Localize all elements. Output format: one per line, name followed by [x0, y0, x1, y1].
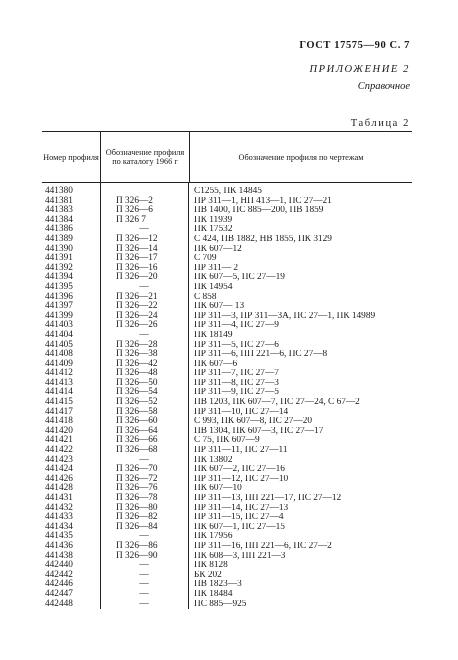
profile-number-cell: 441428	[45, 483, 73, 494]
drawing-designation-cell: ПР 311— 2	[194, 263, 239, 273]
profile-number-cell: 441423	[45, 454, 73, 465]
profile-number-cell: 441397	[45, 301, 73, 312]
catalog-designation-cell: —	[139, 329, 149, 340]
drawing-designation-cell: ПР 311—16, ПП 221—6, ПС 27—2	[194, 541, 332, 551]
table-row	[42, 331, 412, 341]
table-row	[42, 513, 412, 523]
table-row	[42, 552, 412, 562]
catalog-designation-cell: —	[139, 569, 149, 580]
profile-number-cell: 441409	[45, 358, 73, 369]
catalog-designation-cell: П 326—54	[116, 387, 158, 398]
profile-number-cell: 442446	[45, 579, 73, 590]
catalog-designation-cell: П 326—12	[116, 233, 158, 244]
drawing-designation-cell: ПР 311—15, ПС 27—4	[194, 513, 284, 523]
profile-number-cell: 441435	[45, 531, 73, 542]
catalog-designation-cell: П 326—24	[116, 310, 158, 321]
drawing-designation-cell: ПК 18149	[194, 330, 233, 340]
catalog-designation-cell: П 326—22	[116, 301, 158, 312]
table-row	[42, 398, 412, 408]
drawing-designation-cell: С 709	[194, 254, 217, 264]
profile-number-cell: 441408	[45, 349, 73, 360]
drawing-designation-cell: С 424, ПВ 1882, НВ 1855, ПК 3129	[194, 234, 332, 244]
profile-number-cell: 441436	[45, 540, 73, 551]
table-row	[42, 283, 412, 293]
profile-number-cell: 441420	[45, 425, 73, 436]
catalog-designation-cell: П 326—82	[116, 512, 158, 523]
drawing-designation-cell: ПК 607—2, ПС 27—16	[194, 465, 285, 475]
table-row	[42, 561, 412, 571]
drawing-designation-cell: ПК 17956	[194, 532, 233, 542]
catalog-designation-cell: П 326—50	[116, 377, 158, 388]
profile-number-cell: 441386	[45, 224, 73, 235]
profile-number-cell: 441432	[45, 502, 73, 513]
profile-number-cell: 442442	[45, 569, 73, 580]
drawing-designation-cell: ПК 607—6	[194, 359, 238, 369]
catalog-designation-cell: П 326—68	[116, 445, 158, 456]
drawing-designation-cell: ПК 607—12	[194, 244, 242, 254]
table-row	[42, 379, 412, 389]
profile-number-cell: 441422	[45, 445, 73, 456]
table-row	[42, 235, 412, 245]
table-row	[42, 302, 412, 312]
catalog-designation-cell: —	[139, 454, 149, 465]
profile-number-cell: 441383	[45, 205, 73, 216]
table-row	[42, 494, 412, 504]
catalog-designation-cell: П 326—78	[116, 493, 158, 503]
profile-number-cell: 441415	[45, 397, 73, 408]
catalog-designation-cell: П 326—66	[116, 435, 158, 446]
drawing-designation-cell: ПР 311—6, ПП 221—6, ПС 27—8	[194, 350, 328, 360]
profile-number-cell: 441404	[45, 329, 73, 340]
catalog-designation-cell: П 326—14	[116, 243, 158, 254]
drawing-designation-cell: ПК 14954	[194, 282, 233, 292]
profile-number-cell: 441396	[45, 291, 73, 302]
drawing-designation-cell: ПР 311—1, НП 413—1, ПС 27—21	[194, 196, 332, 206]
profile-number-cell: 441424	[45, 464, 73, 475]
profile-number-cell: 441381	[45, 195, 73, 206]
drawing-designation-cell: ПР 311—3, ПР 311—3А, ПС 27—1, ПК 14989	[194, 311, 376, 321]
catalog-designation-cell: П 326—28	[116, 339, 158, 350]
drawing-designation-cell: ПК 607—10	[194, 484, 242, 494]
drawing-designation-cell: ПВ 1203, ПК 607—7, ПС 27—24, С 67—2	[194, 398, 360, 408]
catalog-designation-cell: П 326—17	[116, 253, 158, 264]
table-row	[42, 465, 412, 475]
catalog-designation-cell: П 326—86	[116, 540, 158, 551]
profile-number-cell: 441403	[45, 320, 73, 331]
profile-number-cell: 441405	[45, 339, 73, 350]
table-row	[42, 600, 412, 610]
drawing-designation-cell: ПР 311—7, ПС 27—7	[194, 369, 279, 379]
catalog-designation-cell: П 326—21	[116, 291, 158, 302]
table-row	[42, 408, 412, 418]
profile-number-cell: 441413	[45, 377, 73, 388]
catalog-designation-cell: П 326—48	[116, 368, 158, 379]
profile-number-cell: 441414	[45, 387, 73, 398]
table-row	[42, 571, 412, 581]
catalog-designation-cell: П 326—58	[116, 406, 158, 417]
profile-number-cell: 441434	[45, 521, 73, 532]
table-row	[42, 321, 412, 331]
catalog-designation-cell: П 326—6	[116, 205, 153, 216]
catalog-designation-cell: П 326—38	[116, 349, 158, 360]
drawing-designation-cell: ПК 607—1, ПС 27—15	[194, 522, 285, 532]
catalog-designation-cell: П 326—20	[116, 272, 158, 283]
catalog-designation-cell: —	[139, 224, 149, 235]
table-row	[42, 293, 412, 303]
table-row	[42, 216, 412, 226]
profile-number-cell: 441438	[45, 550, 73, 561]
catalog-designation-cell: П 326—16	[116, 262, 158, 273]
catalog-designation-cell: —	[139, 579, 149, 590]
table-row	[42, 197, 412, 207]
profile-number-cell: 442447	[45, 588, 73, 599]
drawing-designation-cell: ПК 17532	[194, 225, 233, 235]
catalog-designation-cell: П 326—26	[116, 320, 158, 331]
appendix-title: ПРИЛОЖЕНИЕ 2	[309, 64, 410, 75]
table-row	[42, 484, 412, 494]
table-row	[42, 187, 412, 197]
catalog-designation-cell: П 326—90	[116, 550, 158, 561]
drawing-designation-cell: ПК 607— 13	[194, 302, 245, 312]
catalog-designation-cell: П 326—80	[116, 502, 158, 513]
profile-number-cell: 441394	[45, 272, 73, 283]
catalog-designation-cell: П 326 7	[116, 214, 146, 225]
drawing-designation-cell: ПР 311—11, ПС 27—11	[194, 446, 288, 456]
profile-number-cell: 441431	[45, 493, 73, 503]
drawing-designation-cell: С 75, ПК 607—9	[194, 436, 260, 446]
profile-number-cell: 441421	[45, 435, 73, 446]
table-row	[42, 532, 412, 542]
profile-number-cell: 442448	[45, 598, 73, 609]
table-row	[42, 360, 412, 370]
profile-number-cell: 441384	[45, 214, 73, 225]
table-row	[42, 475, 412, 485]
profile-number-cell: 441390	[45, 243, 73, 254]
drawing-designation-cell: ПВ 1823—3	[194, 580, 242, 590]
drawing-designation-cell: ПР 311—9, ПС 27—5	[194, 388, 279, 398]
profile-number-cell: 441392	[45, 262, 73, 273]
table-row	[42, 427, 412, 437]
drawing-designation-cell: С 858	[194, 292, 217, 302]
table-row	[42, 590, 412, 600]
table-row	[42, 264, 412, 274]
column-divider	[100, 183, 101, 609]
table-row	[42, 369, 412, 379]
drawing-designation-cell: ПК 13802	[194, 455, 233, 465]
table-row	[42, 225, 412, 235]
table-row	[42, 523, 412, 533]
profile-number-cell: 441395	[45, 281, 73, 292]
table-row	[42, 254, 412, 264]
table-row	[42, 388, 412, 398]
table-number: Таблица 2	[350, 118, 410, 129]
catalog-designation-cell: П 326—60	[116, 416, 158, 427]
table-row	[42, 206, 412, 216]
drawing-designation-cell: ПС 885—925	[194, 599, 247, 609]
appendix-reference-note: Справочное	[357, 81, 410, 92]
profile-number-cell: 442440	[45, 560, 73, 571]
drawing-designation-cell: С 993, ПК 607—8, ПС 27—20	[194, 417, 313, 427]
drawing-designation-cell: БК 202	[194, 570, 222, 580]
catalog-designation-cell: П 326—64	[116, 425, 158, 436]
drawing-designation-cell: ПР 311—5, ПС 27—6	[194, 340, 279, 350]
drawing-designation-cell: ПР 311—10, ПС 27—14	[194, 407, 289, 417]
drawing-designation-cell: ПК 11939	[194, 215, 233, 225]
catalog-designation-cell: П 326—76	[116, 483, 158, 494]
table-row	[42, 417, 412, 427]
drawing-designation-cell: ПК 607—5, ПС 27—19	[194, 273, 285, 283]
profile-number-cell: 441391	[45, 253, 73, 264]
drawing-designation-cell: С1255, ПК 14845	[194, 187, 262, 196]
drawing-designation-cell: ПР 311—4, ПС 27—9	[194, 321, 279, 331]
table-row	[42, 312, 412, 322]
catalog-designation-cell: —	[139, 531, 149, 542]
catalog-designation-cell: П 326—70	[116, 464, 158, 475]
drawing-designation-cell: ПК 8128	[194, 561, 228, 571]
drawing-designation-cell: ПР 311—14, ПС 27—13	[194, 503, 289, 513]
drawing-designation-cell: ПВ 1304, ПК 607—3, ПС 27—17	[194, 426, 324, 436]
catalog-designation-cell: —	[139, 281, 149, 292]
drawing-designation-cell: ПВ 1400, ПС 885—200, ПВ 1859	[194, 206, 324, 216]
column-header-catalog-designation: Обозначение профиля по каталогу 1966 г	[101, 132, 190, 182]
column-header-profile-number: Номер профиля	[42, 132, 101, 182]
table-row	[42, 580, 412, 590]
catalog-designation-cell: П 326—52	[116, 397, 158, 408]
catalog-designation-cell: П 326—72	[116, 473, 158, 484]
standard-header: ГОСТ 17575—90 С. 7	[299, 40, 410, 51]
table-row	[42, 542, 412, 552]
drawing-designation-cell: ПК 608—3, ПП 221—3	[194, 551, 286, 561]
drawing-designation-cell: ПР 311—12, ПС 27—10	[194, 474, 289, 484]
catalog-designation-cell: П 326—42	[116, 358, 158, 369]
drawing-designation-cell: ПР 311—13, ПП 221—17, ПС 27—12	[194, 494, 342, 503]
column-header-drawing-designation: Обозначение профиля по чертежам	[238, 152, 364, 162]
column-divider	[188, 183, 189, 609]
profile-number-cell: 441412	[45, 368, 73, 379]
table-row	[42, 446, 412, 456]
table-row	[42, 504, 412, 514]
profile-number-cell: 441418	[45, 416, 73, 427]
drawing-designation-cell: ПР 311—8, ПС 27—3	[194, 378, 279, 388]
table-row	[42, 456, 412, 466]
table-body	[42, 183, 412, 609]
table-row	[42, 350, 412, 360]
table-header-row	[42, 132, 412, 183]
catalog-designation-cell: П 326—2	[116, 195, 153, 206]
profile-number-cell: 441389	[45, 233, 73, 244]
catalog-designation-cell: —	[139, 588, 149, 599]
table-row	[42, 341, 412, 351]
table-row	[42, 436, 412, 446]
catalog-designation-cell: П 326—84	[116, 521, 158, 532]
profile-number-cell: 441380	[45, 186, 73, 196]
drawing-designation-cell: ПК 18484	[194, 589, 233, 599]
profile-number-cell: 441433	[45, 512, 73, 523]
profile-number-cell: 441417	[45, 406, 73, 417]
profile-number-cell: 441426	[45, 473, 73, 484]
catalog-designation-cell: —	[139, 560, 149, 571]
catalog-designation-cell: —	[139, 598, 149, 609]
table-row	[42, 273, 412, 283]
profile-table	[42, 131, 412, 609]
table-row	[42, 245, 412, 255]
profile-number-cell: 441399	[45, 310, 73, 321]
